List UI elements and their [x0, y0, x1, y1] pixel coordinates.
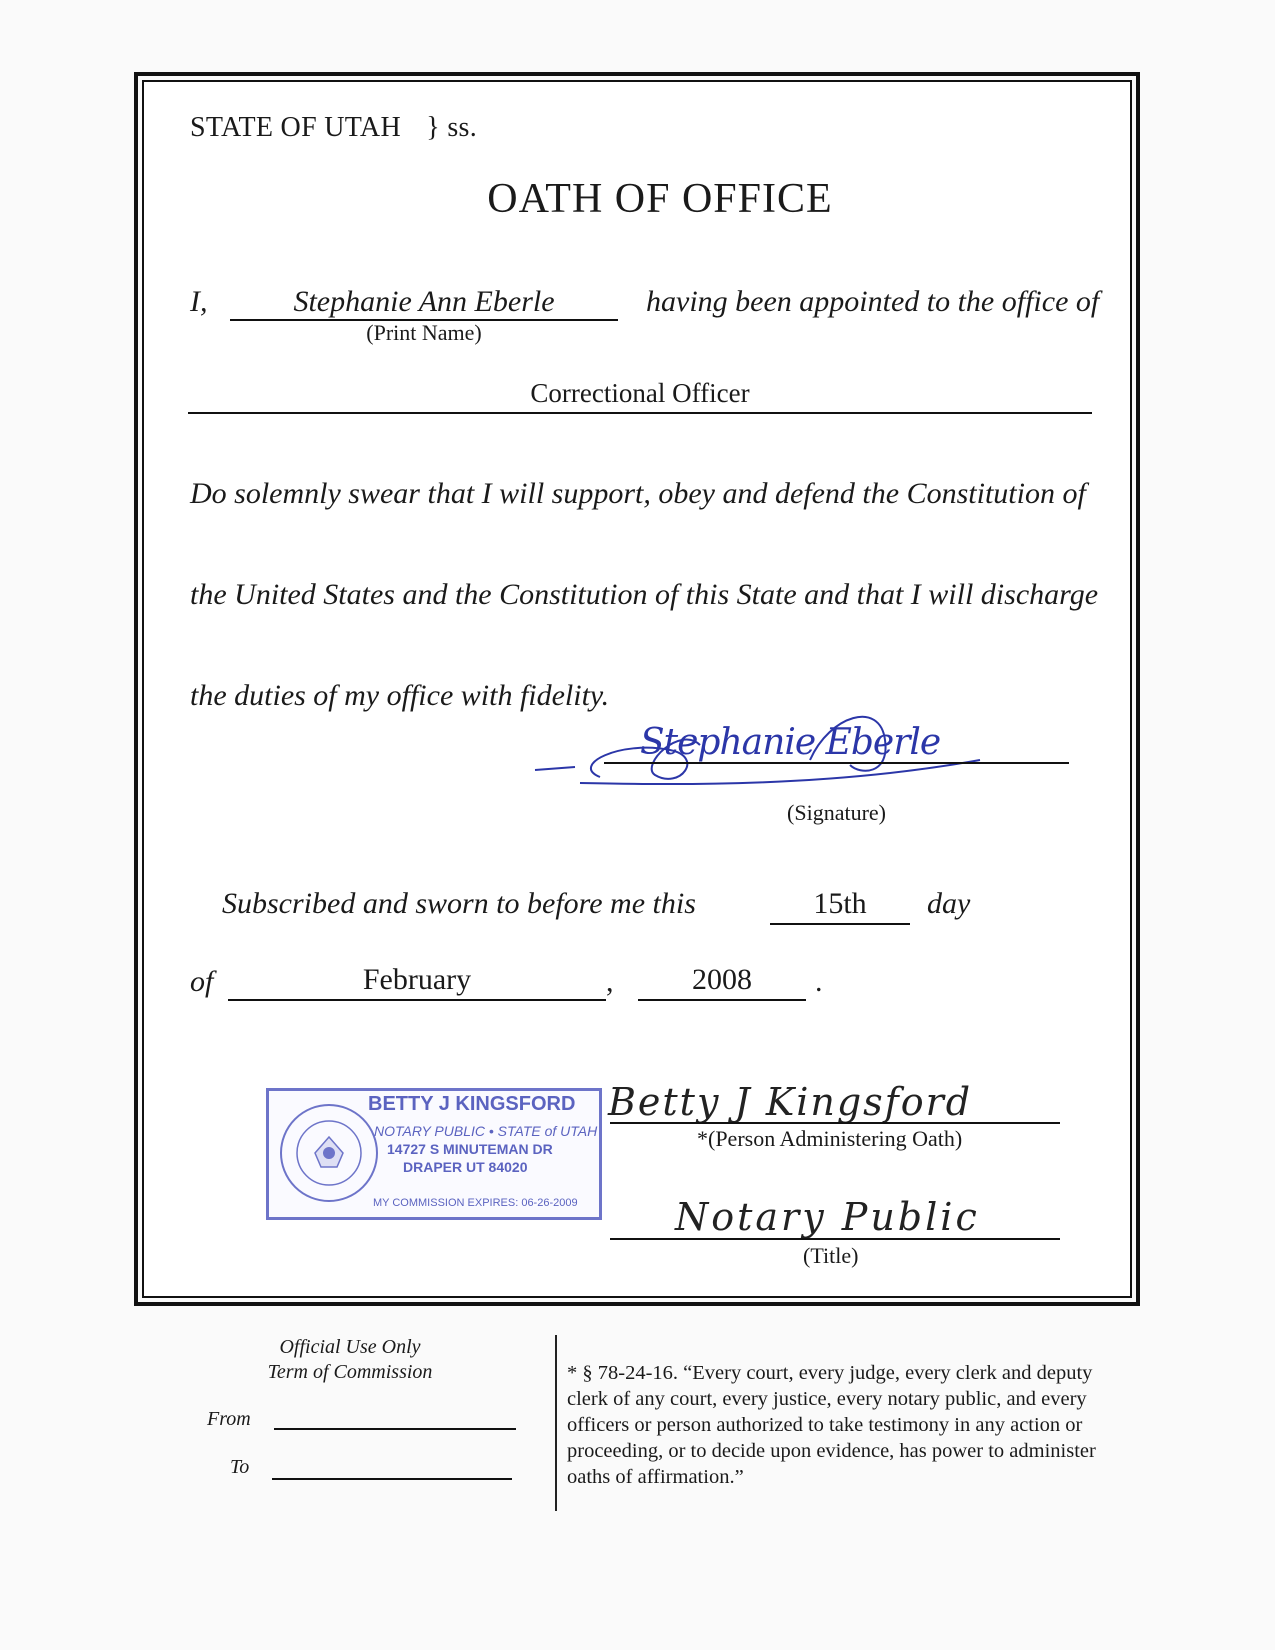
stamp-expiry: MY COMMISSION EXPIRES: 06-26-2009 [373, 1197, 578, 1209]
title-signature: Notary Public [675, 1195, 980, 1239]
administrator-caption: *(Person Administering Oath) [697, 1126, 963, 1151]
sworn-day: 15th [813, 887, 867, 920]
oath-line-3: the duties of my office with fidelity. [190, 679, 610, 712]
print-name-caption: (Print Name) [366, 320, 482, 345]
from-label: From [207, 1408, 251, 1430]
title-line [610, 1238, 1060, 1240]
year-field [638, 963, 806, 1001]
appointed-text: having been appointed to the office of [646, 285, 1100, 318]
stamp-title: NOTARY PUBLIC • STATE of UTAH [374, 1123, 598, 1139]
administrator-signature: Betty J Kingsford [608, 1080, 973, 1124]
title-caption: (Title) [803, 1243, 859, 1268]
statute-note: * § 78-24-16. “Every court, every judge, every clerk and deputy clerk of any court, every justice, every notary public, and every officers or person authorized to take testimony in any action or proceeding, or to decide upon evidence, has power to administer oaths of affirmation.” [567, 1362, 1096, 1488]
office-field [188, 378, 1092, 414]
appointee-name: Stephanie Ann Eberle [293, 285, 555, 318]
administrator-line [610, 1122, 1060, 1124]
stamp-name: BETTY J KINGSFORD [368, 1093, 576, 1115]
office-title: Correctional Officer [530, 378, 750, 408]
oath-line-1: Do solemnly swear that I will support, obey and defend the Constitution of [190, 477, 1086, 510]
sworn-text: Subscribed and sworn to before me this [222, 887, 696, 920]
to-line [272, 1478, 512, 1480]
period: . [815, 965, 823, 998]
state-seal-icon [277, 1101, 381, 1205]
day-word: day [927, 887, 971, 920]
of-word: of [190, 965, 214, 998]
state-label: STATE OF UTAH [190, 112, 401, 143]
signature-line [604, 762, 1069, 764]
official-use-label: Official Use Only [279, 1336, 421, 1358]
term-label: Term of Commission [267, 1361, 433, 1383]
day-field [770, 887, 910, 925]
notary-stamp [266, 1088, 602, 1220]
prefix-i: I, [190, 285, 208, 318]
sworn-year: 2008 [692, 963, 752, 996]
ss-label: } ss. [426, 112, 478, 143]
month-field [228, 963, 606, 1001]
to-label: To [230, 1456, 250, 1478]
signature-caption: (Signature) [787, 800, 886, 825]
footer-divider [555, 1335, 557, 1511]
state-heading [190, 112, 477, 144]
sworn-month: February [362, 963, 472, 996]
print-name-field [230, 285, 618, 321]
stamp-address-2: DRAPER UT 84020 [403, 1159, 528, 1175]
page-title: OATH OF OFFICE [487, 176, 833, 222]
comma: , [606, 965, 614, 998]
from-line [274, 1428, 516, 1430]
applicant-signature: Stephanie Eberle [640, 722, 941, 763]
oath-line-2: the United States and the Constitution of this State and that I will discharge [190, 578, 1099, 611]
stamp-address-1: 14727 S MINUTEMAN DR [387, 1141, 553, 1157]
